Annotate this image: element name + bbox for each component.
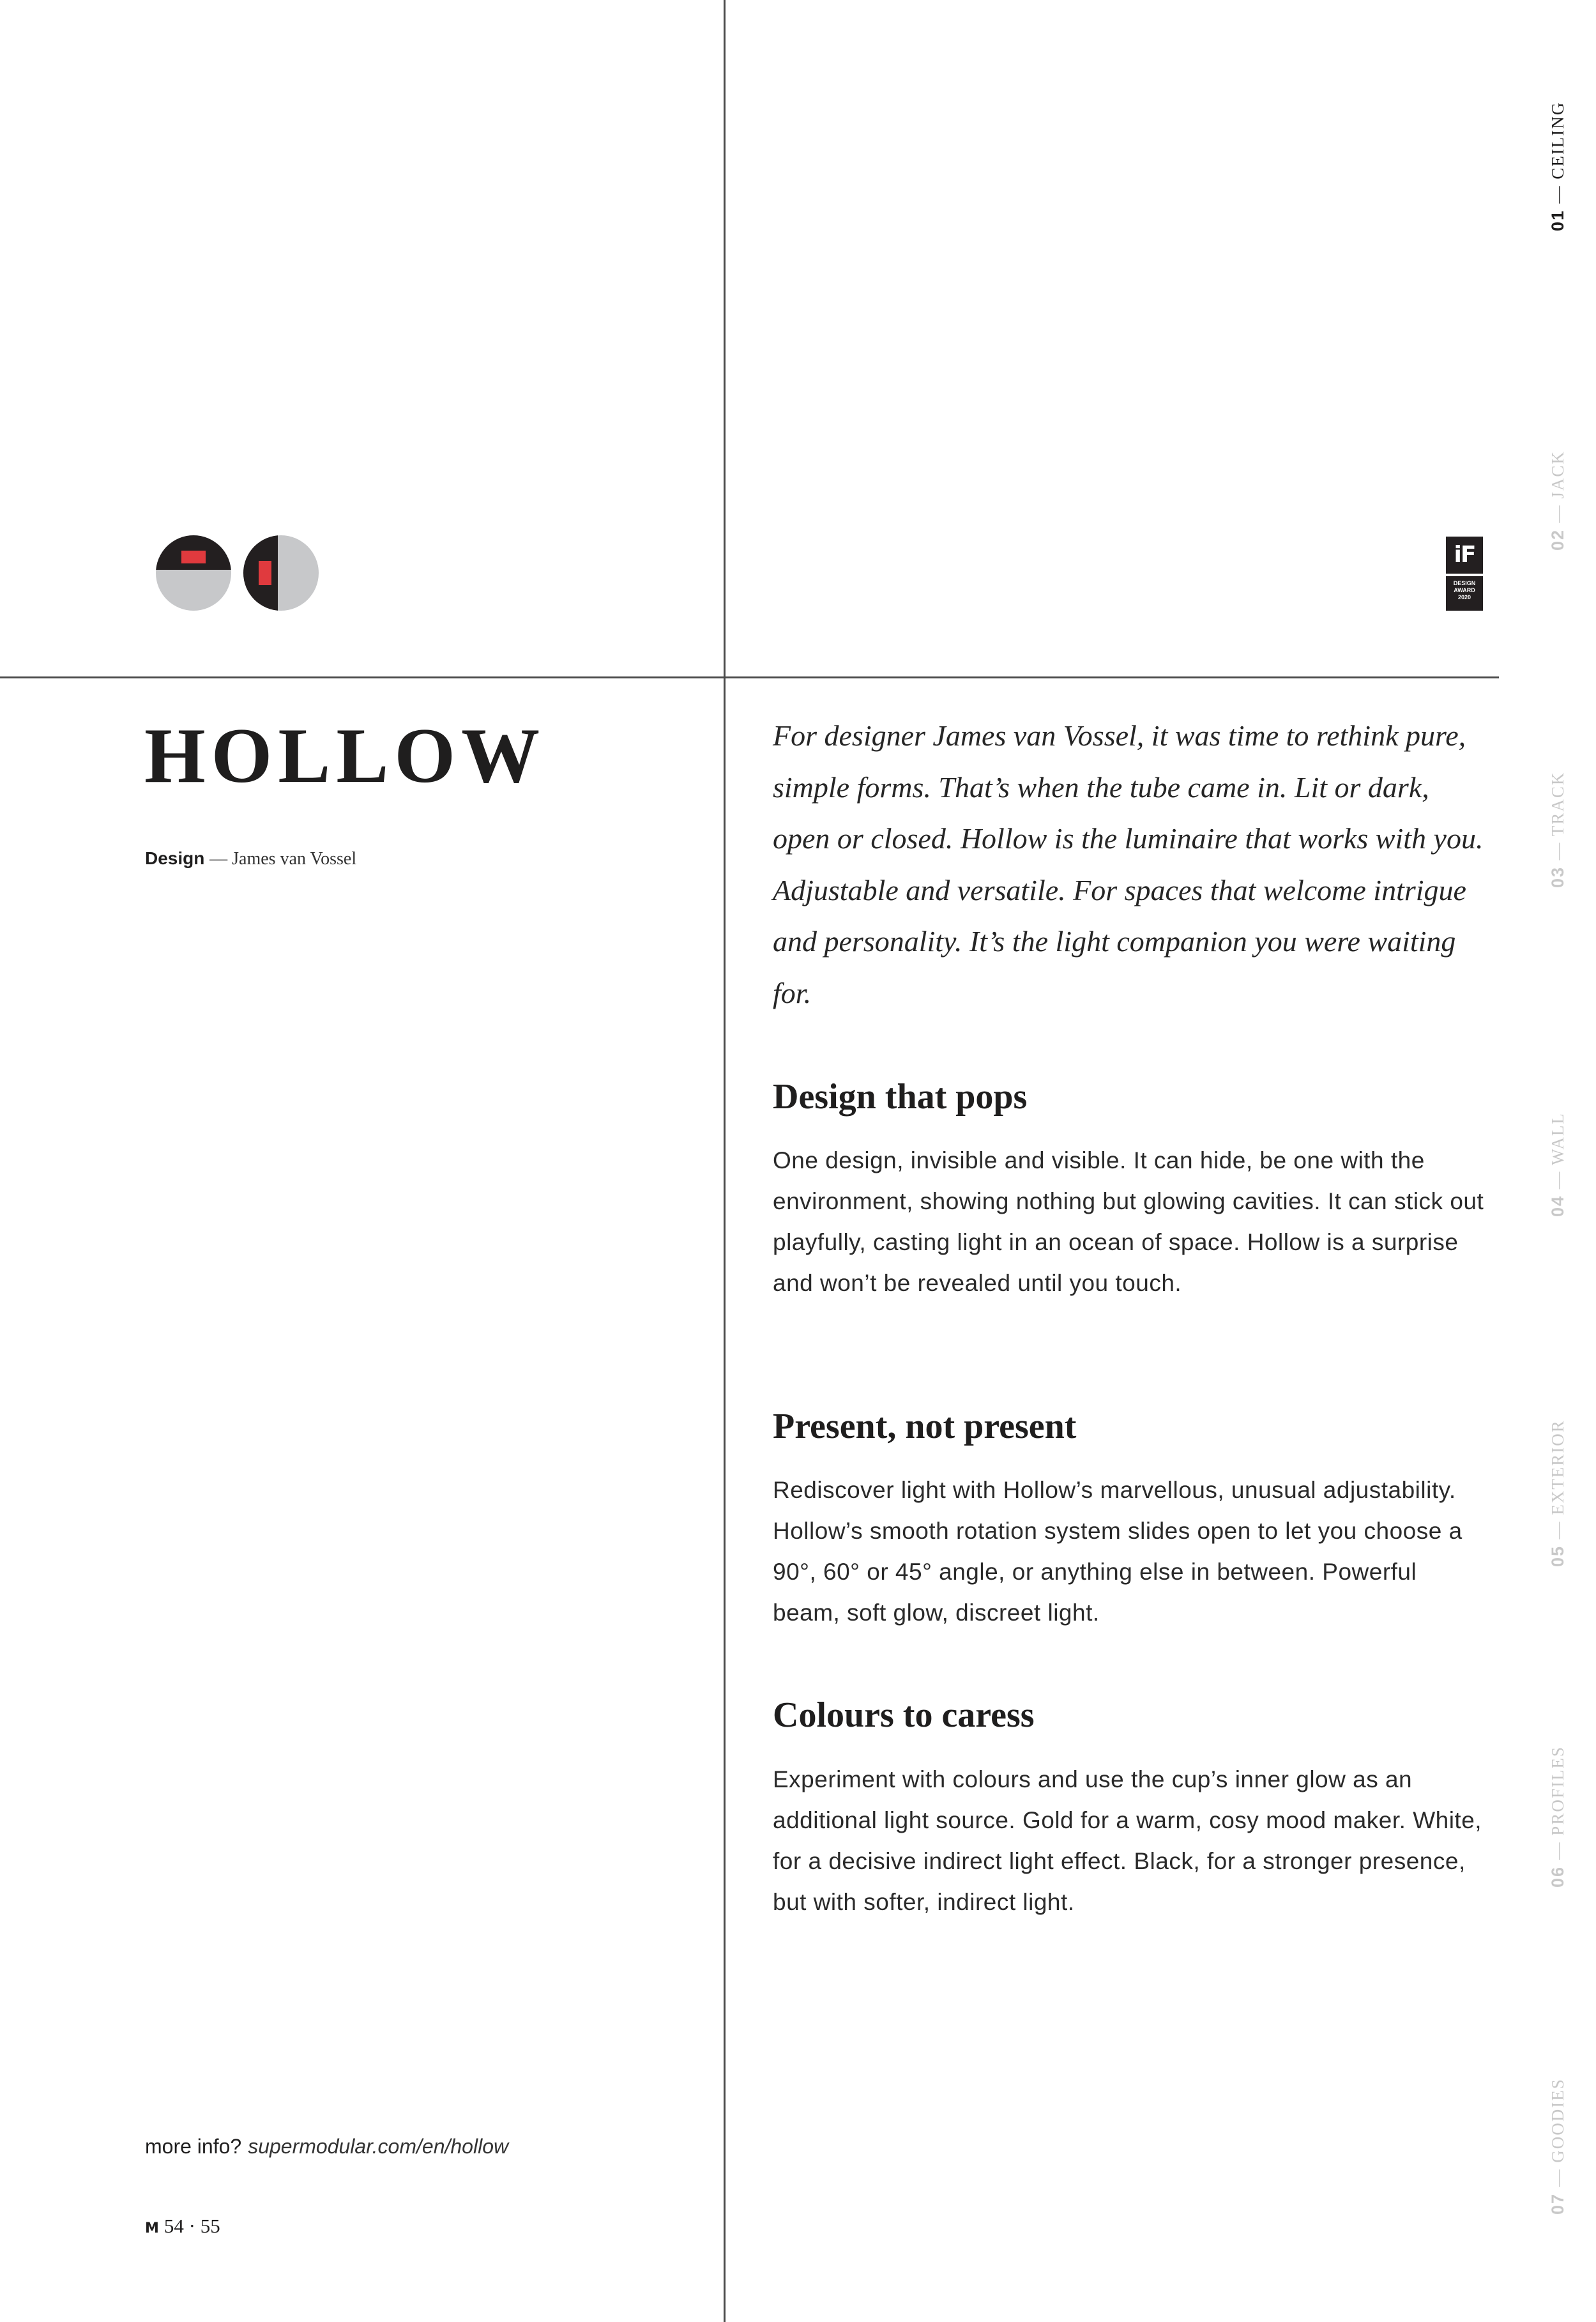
nav-num: 06 (1548, 1865, 1567, 1888)
intro-paragraph: For designer James van Vossel, it was time to rethink pure, simple forms. That’s when the tube came in. Lit or dark, open or closed. Hollow is the luminaire that works with you. Adjustable and versatile. For spaces that welcome intrigue and personality. It’s the light companion you were waiting for. (773, 719, 1484, 1009)
nav-num: 07 (1548, 2192, 1567, 2215)
nav-num: 02 (1548, 528, 1567, 551)
nav-num: 01 (1548, 209, 1567, 231)
section-body: Rediscover light with Hollow’s marvellous, unusual adjustability. Hollow’s smooth rotation system slides open to let you choose a 90°, 60° or 45° angle, or anything else in between. Powerful beam, soft glow, discreet light. (773, 1477, 1463, 1626)
design-label: Design (145, 848, 205, 868)
nav-num: 04 (1548, 1195, 1567, 1217)
nav-label: — WALL (1548, 1112, 1567, 1189)
nav-label: — JACK (1548, 450, 1567, 523)
nav-label: — EXTERIOR (1548, 1419, 1567, 1539)
product-title: HOLLOW (144, 712, 546, 799)
award-line-1: DESIGN (1453, 580, 1476, 586)
more-info-link[interactable]: supermodular.com/en/hollow (248, 2135, 509, 2158)
nav-label: — TRACK (1548, 771, 1567, 860)
section-heading: Present, not present (773, 1407, 1077, 1446)
if-design-award-badge (1446, 537, 1483, 611)
if-logo-icon: iF (1446, 537, 1483, 574)
nav-label: — GOODIES (1548, 2078, 1567, 2187)
nav-num: 05 (1548, 1545, 1567, 1567)
section-body: One design, invisible and visible. It can hide, be one with the environment, showing nothing but glowing cavities. It can stick out playfully, casting light in an ocean of space. Hollow is a surprise and won’t be revealed until you touch. (773, 1147, 1484, 1296)
more-info-label: more info? (145, 2135, 242, 2158)
horizontal-divider (0, 676, 1499, 678)
section-body: Experiment with colours and use the cup’s inner glow as an additional light source. Gold for a warm, cosy mood maker. White, for a decisive indirect light effect. Black, for a stronger presence, but with softer, indirect light. (773, 1766, 1482, 1915)
vertical-divider (724, 0, 726, 2322)
design-credit (145, 847, 356, 871)
hollow-closed-icon (156, 535, 231, 611)
section-heading: Colours to caress (773, 1695, 1035, 1735)
more-info (145, 2134, 508, 2159)
product-icons (156, 535, 322, 613)
nav-num: 03 (1548, 866, 1567, 888)
page-number-text: 54 · 55 (163, 2215, 220, 2237)
award-line-3: 2020 (1457, 594, 1471, 600)
designer-name: — James van Vossel (209, 849, 357, 869)
nav-label: — PROFILES (1548, 1746, 1567, 1860)
section-heading: Design that pops (773, 1077, 1028, 1117)
award-line-2: AWARD (1454, 587, 1475, 593)
nav-label: — CEILING (1548, 101, 1567, 204)
brand-mark-icon: M (145, 2220, 159, 2236)
page-numbers (145, 2213, 220, 2242)
award-text (1446, 576, 1483, 611)
hollow-open-icon (243, 535, 319, 611)
